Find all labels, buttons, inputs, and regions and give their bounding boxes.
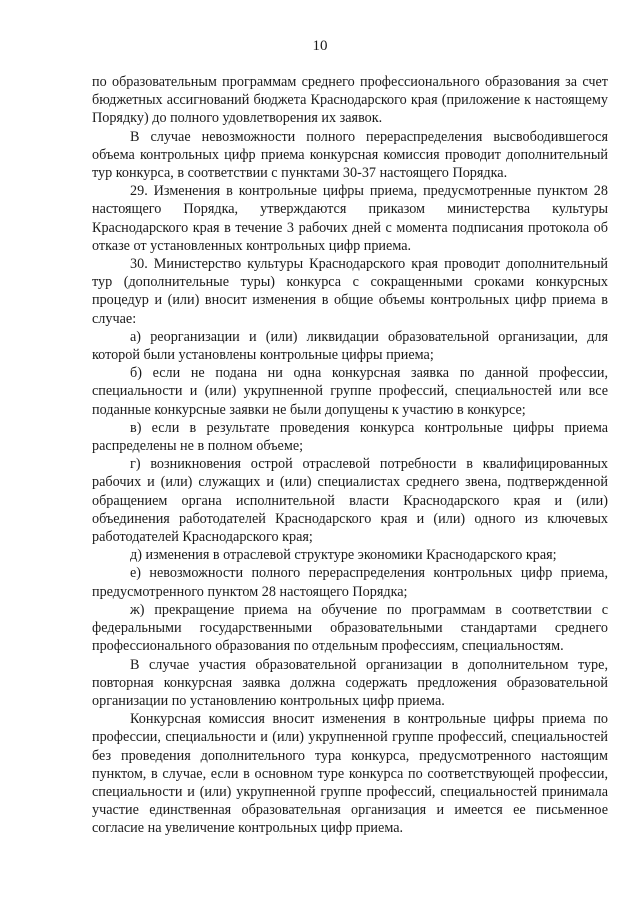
list-item-e: е) невозможности полного перераспределения контрольных цифр приема, предусмотренного пунктом 28 настоящего Порядка; <box>92 565 608 600</box>
paragraph-clause-30: 30. Министерство культуры Краснодарского края проводит дополнительный тур (дополнительные туры) конкурса с сокращенными сроками конкурсных процедур и (или) вносит изменения в общие объемы контрольных цифр приема в случае: <box>92 256 608 327</box>
page-number: 10 <box>312 38 328 54</box>
list-item-d: д) изменения в отраслевой структуре экономики Краснодарского края; <box>130 547 557 564</box>
document-body <box>92 73 608 838</box>
list-item-v: в) если в результате проведения конкурса контрольные цифры приема распределены не в полном объеме; <box>92 419 608 455</box>
list-item-b: б) если не подана ни одна конкурсная заявка по данной профессии, специальности и (или) укрупненной группе профессий, специальностей или все поданные конкурсные заявки не были допущены к участию в конкурсе; <box>92 365 608 418</box>
paragraph-additional-round: В случае невозможности полного перераспределения высвободившегося объема контрольных цифр приема конкурсная комиссия проводит дополнительный тур конкурса, в соответствии с пунктами 30-37 настоящего Порядка. <box>92 128 608 182</box>
paragraph-commission-changes: Конкурсная комиссия вносит изменения в контрольные цифры приема по профессии, специальности и (или) укрупненной группе профессий, специальностей без проведения дополнительного тура конкурса, предусмотренного настоящим пунктом, в случае, если в основном туре конкурса по соответствующей профессии, специальности и (или) укрупненной группе профессий, специальностей принимала участие единственная образовательная организация и имеется ее письменное согласие на увеличение контрольных цифр приема. <box>92 711 608 837</box>
paragraph-continuation: по образовательным программам среднего профессионального образования за счет бюджетных ассигнований бюджета Краснодарского края (приложение к настоящему Порядку) до полного удовлетворения их заявок. <box>92 74 608 127</box>
list-item-g: г) возникновения острой отраслевой потребности в квалифицированных рабочих и (или) служащих и (или) специалистах среднего звена, подтвержденной обращением органа исполнительной власти Краснодарского края и (или) объединения работодателей Краснодарского края и (или) одного из ключевых работодателей Краснодарского края; <box>92 456 608 546</box>
paragraph-clause-29: 29. Изменения в контрольные цифры приема, предусмотренные пунктом 28 настоящего Порядка, утверждаются приказом министерства культуры Краснодарского края в течение 3 рабочих дней с момента подписания протокола об отказе от установленных контрольных цифр приема. <box>92 183 608 254</box>
list-item-a: а) реорганизации и (или) ликвидации образовательной организации, для которой были установлены контрольные цифры приема; <box>92 328 608 364</box>
list-item-zh: ж) прекращение приема на обучение по программам в соответствии с федеральными государственными образовательными стандартами среднего профессионального образования по отдельным профессиям, специальностям. <box>92 601 608 655</box>
paragraph-repeat-application: В случае участия образовательной организации в дополнительном туре, повторная конкурсная заявка должна содержать предложения образовательной организации по установлению контрольных цифр приема. <box>92 656 608 709</box>
